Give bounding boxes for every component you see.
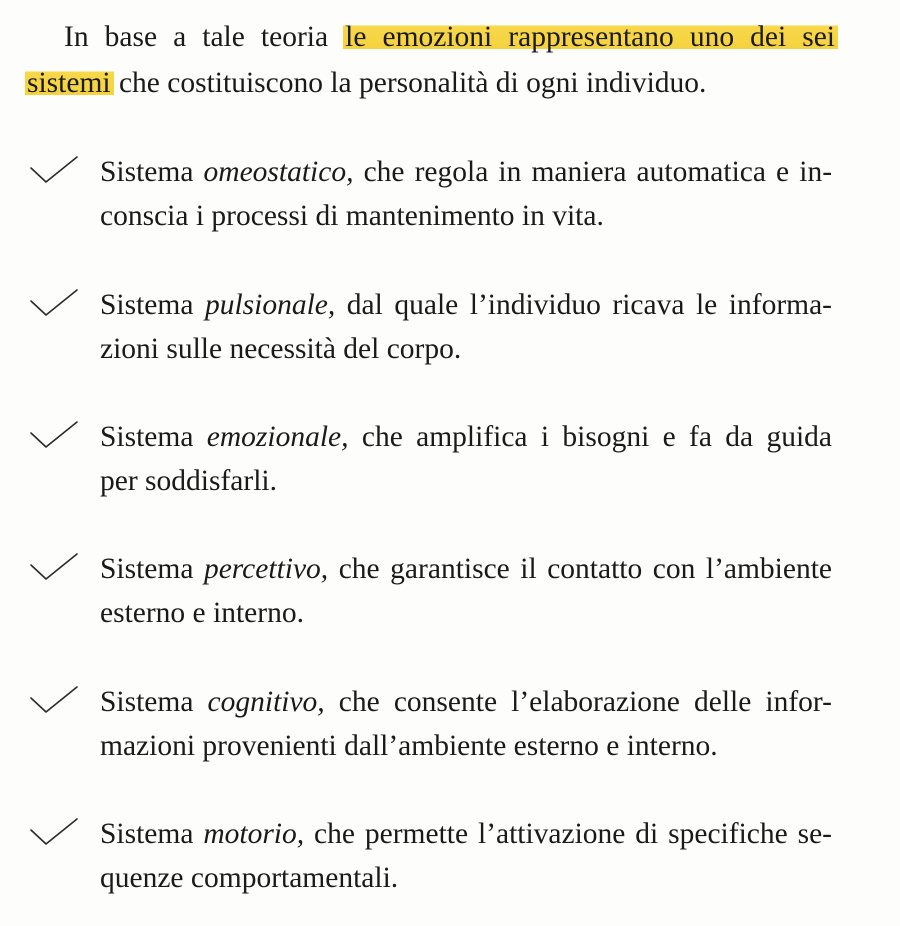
checkmark-icon: [28, 419, 80, 451]
highlighted-text: sistemi: [25, 67, 114, 99]
list-item-text: [100, 680, 832, 768]
highlighted-text: le emozioni rappresentano uno dei sei: [343, 21, 838, 53]
system-description: che amplifica i bisogni e fa da guida: [361, 421, 833, 453]
system-description: che permette l’attivazione di specifiche se-: [314, 818, 833, 850]
system-description: dal quale l’individuo ricava le informa-: [346, 289, 833, 321]
checkmark-icon: [28, 816, 80, 848]
system-term: omeostatico,: [203, 156, 354, 188]
intro-line-1: [26, 14, 836, 60]
list-item: [0, 415, 900, 525]
list-item-text: [100, 812, 832, 900]
system-term: percettivo,: [203, 553, 329, 585]
system-description: che regola in maniera automatica e in-: [363, 156, 833, 188]
system-term: motorio,: [203, 818, 305, 850]
system-prefix: Sistema: [100, 156, 194, 188]
list-item-text: [100, 415, 832, 503]
list-item: [0, 283, 900, 393]
system-description-continued: quenze comportamentali.: [100, 862, 399, 894]
system-description-continued: esterno e interno.: [100, 597, 304, 629]
system-description: che consente l’elaborazione delle infor-: [338, 686, 832, 718]
list-item: [0, 547, 900, 657]
system-prefix: Sistema: [100, 289, 194, 321]
system-description-continued: conscia i processi di mantenimento in vita.: [100, 200, 604, 232]
intro-paragraph: [26, 14, 836, 106]
system-prefix: Sistema: [100, 553, 194, 585]
list-item-text: [100, 150, 832, 238]
list-item: [0, 680, 900, 790]
system-prefix: Sistema: [100, 686, 194, 718]
system-description-continued: zioni sulle necessità del corpo.: [100, 333, 462, 365]
intro-line-2: [26, 60, 836, 106]
list-item: [0, 812, 900, 922]
checkmark-icon: [28, 551, 80, 583]
system-description-continued: mazioni provenienti dall’ambiente esterno e interno.: [100, 730, 718, 762]
checkmark-icon: [28, 154, 80, 186]
system-term: cognitivo,: [207, 686, 325, 718]
system-description-continued: per soddisfarli.: [100, 465, 277, 497]
system-prefix: Sistema: [100, 818, 194, 850]
list-item-text: [100, 283, 832, 371]
intro-text: che costituiscono la personalità di ogni individuo.: [118, 67, 707, 99]
intro-text: In base a tale teoria: [64, 21, 329, 53]
checkmark-icon: [28, 287, 80, 319]
system-prefix: Sistema: [100, 421, 194, 453]
system-term: pulsionale,: [204, 289, 336, 321]
list-item: [0, 150, 900, 260]
system-description: che garantisce il contatto con l’ambiente: [338, 553, 833, 585]
list-item-text: [100, 547, 832, 635]
checkmark-icon: [28, 684, 80, 716]
system-term: emozionale,: [206, 421, 349, 453]
